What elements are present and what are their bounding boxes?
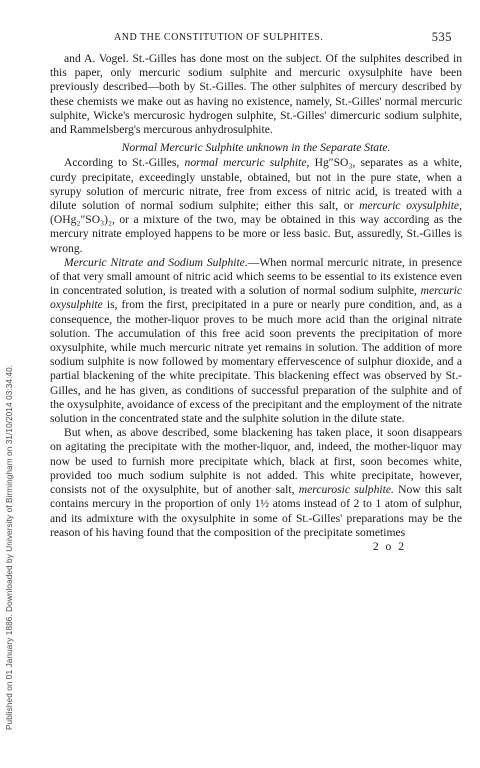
paragraph-4 bbox=[50, 426, 462, 540]
p2-text-3: (OHg₂″SO₃)₂, or a mixture of the two, may be obtained in this way according as the mercury nitrate employed happens to be more or less basic. But, assuredly, St.-Gilles is wrong. bbox=[50, 213, 462, 255]
p3-text-1: —When normal mercuric nitrate, in presence of that very small amount of nitric acid which seems to be essential to its existence even in concentrated solution, is treated with a solution of normal sodium sulphite, bbox=[50, 255, 463, 298]
p4-text-2: Now this salt contains mercury in the proportion of only 1½ atoms instead of 2 to 1 atom of sulphur, and its admixture with the oxysulphite in some of St.-Gilles' preparations may be the reason of his having found that the composition of the precipitate sometimes bbox=[50, 483, 463, 539]
paragraph-2 bbox=[50, 156, 462, 255]
p3-text-2: is, from the first, precipitated in a pure or nearly pure condition, and, as a consequence, the mother-liquor proves to be much more acid than the original nitrate solution. The accumulation of this free acid soon prevents the precipitation of more oxysulphite, while much mercuric nitrate yet remains in solution. The addition of more sodium sulphite is now followed by momentary effervescence of sulphur dioxide, and a partial blackening of the white precipitate. This blackening effect was observed by St.-Gilles, and he has given, as conditions of successful preparation of the sulphite and of the oxysulphite, avoidance of excess of the precipitant and the employment of the nitrate solution in the concentrated state and the sulphite solution in the dilute state. bbox=[50, 298, 462, 426]
p2-text-2: Hg″SO₃, separates as a white, curdy precipitate, exceedingly unstable, obtained, but not in the pure state, when a syrupy solution of mercuric nitrate, free from excess of nitric acid, is treated with a dilute solution of normal sodium sulphite; either this salt, or bbox=[50, 156, 462, 213]
paragraph-1: and A. Vogel. St.-Gilles has done most on the subject. Of the sulphites described in this paper, only mercuric sodium sulphite and mercuric oxysulphite have been previously described—both by St.-Gilles. The other sulphites of mercury described by these chemists we make out as having no existence, namely, St.-Gilles' normal mercuric sulphite, Wicke's mercurosic hydrogen sulphite, St.-Gilles' dimercuric sodium sulphite, and Rammelsberg's mercurous anhydrosulphite. bbox=[50, 52, 462, 137]
section-heading: Normal Mercuric Sulphite unknown in the Separate State. bbox=[121, 141, 391, 155]
p2-term-normal-mercuric-sulphite: normal mercuric sulphite, bbox=[184, 156, 310, 170]
download-notice bbox=[2, 40, 16, 730]
download-notice-text: Published on 01 January 1886. Downloaded by University of Birmingham on 31/10/2014 03:34:40. bbox=[5, 364, 14, 730]
p4-text-1: But when, as above described, some blackening has taken place, it soon disappears on agitating the precipitate with the mother-liquor, and, indeed, the mother-liquor may now be used to furnish more precipitate which, black at first, soon becomes white, provided too much sodium sulphite is not added. This white precipitate, however, consists not of the oxysulphite, but of another salt, bbox=[50, 426, 462, 497]
running-head-title: AND THE CONSTITUTION OF SULPHITES. bbox=[114, 32, 324, 43]
p2-term-mercuric-oxysulphite: mercuric oxysulphite, bbox=[359, 199, 462, 213]
page-number: 535 bbox=[431, 30, 452, 44]
paragraph-3 bbox=[50, 256, 462, 426]
running-head bbox=[50, 30, 462, 48]
p3-term-mercuric-oxysulphite: mercuric oxysulphite bbox=[50, 284, 462, 312]
signature-mark: 2 o 2 bbox=[372, 539, 406, 553]
article-body bbox=[50, 52, 462, 554]
journal-page bbox=[50, 30, 462, 554]
p2-text-1: According to St.-Gilles, bbox=[64, 156, 180, 170]
p3-subheading: Mercuric Nitrate and Sodium Sulphite. bbox=[64, 255, 248, 269]
p4-term-mercurosic-sulphite: mercurosic sulphite. bbox=[298, 483, 394, 497]
